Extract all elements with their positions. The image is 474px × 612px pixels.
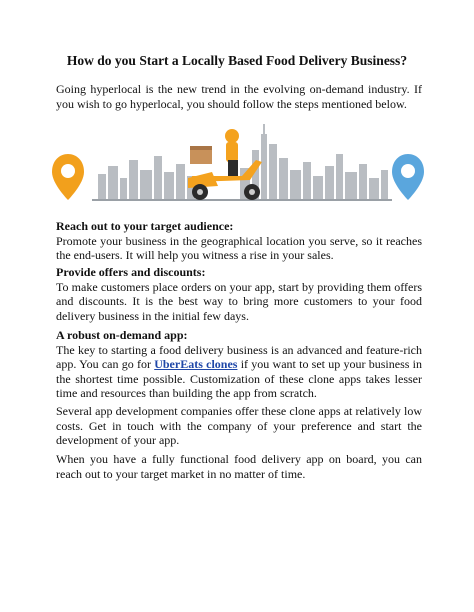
section-heading: Reach out to your target audience: [56, 219, 234, 233]
intro-paragraph [56, 82, 422, 111]
section-heading: Provide offers and discounts: [56, 265, 206, 279]
section-body [56, 343, 422, 401]
delivery-scooter-icon [188, 129, 262, 200]
section-app [56, 328, 422, 401]
paragraph-text: Several app development companies offer these clone apps at relatively low costs. Get in touch with the company of your preference and start the development of your app. [56, 404, 422, 448]
section-heading: A robust on-demand app: [56, 328, 188, 342]
page-title: How do you Start a Locally Based Food Delivery Business? [66, 53, 408, 68]
intro-text: Going hyperlocal is the new trend in the evolving on-demand industry. If you wish to go hyperlocal, you should follow the steps mentioned below. [56, 82, 422, 111]
section-body: Promote your business in the geographical location you serve, so it reaches the end-users. It will help you witness a rise in your sales. [56, 233, 422, 263]
body-text: if you want to set up your business in the shortest time possible. Customization of these clone apps takes lesser time and resources than building the app from scratch. [56, 357, 422, 401]
section-offers [56, 265, 422, 323]
location-pin-icon [392, 154, 424, 200]
location-pin-icon [52, 154, 84, 200]
delivery-illustration [42, 120, 432, 210]
section-body: To make customers place orders on your app, start by providing them offers and discounts. It is the best way to bring more customers to your food delivery business in the initial few days. [56, 279, 422, 323]
body-text: The key to starting a food delivery business is an advanced and feature-rich app. You can go for [56, 342, 422, 372]
ubereats-clones-link[interactable]: UberEats clones [154, 357, 238, 372]
section-target-audience [56, 219, 422, 263]
paragraph-closing [56, 452, 422, 481]
paragraph-development [56, 404, 422, 448]
paragraph-text: When you have a fully functional food delivery app on board, you can reach out to your target market in no matter of time. [56, 452, 422, 481]
city-skyline-icon [92, 124, 392, 201]
